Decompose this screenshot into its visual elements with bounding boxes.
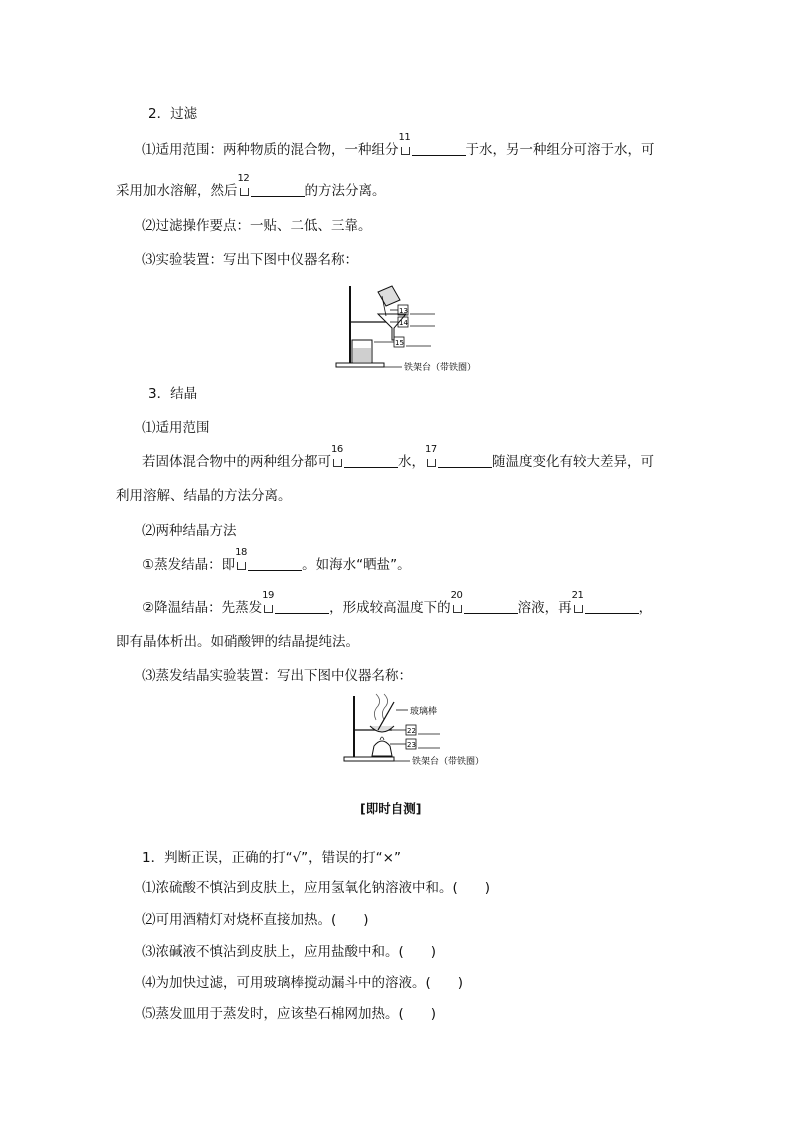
fig-caption-iron-stand: 铁架台（带铁圈） (404, 363, 477, 373)
answer-blank-18[interactable] (248, 556, 302, 571)
fig-marker-22: 22 (407, 727, 416, 735)
filtration-apparatus-figure (330, 280, 500, 375)
sec3-cooling-crystallization-line1: ②降温结晶：先蒸发 19 ，形成较高温度下的 20 溶液，再 21 ， (142, 590, 653, 616)
answer-blank-19[interactable] (275, 599, 329, 614)
quiz-question-1: 1．判断正误，正确的打“√”，错误的打“×” (142, 850, 401, 866)
blank-marker-17: 17 (425, 454, 437, 468)
blank-marker-21: 21 (572, 600, 584, 614)
fig-marker-13: 13 (399, 307, 408, 315)
sec3-para2: ⑵两种结晶方法 (142, 523, 237, 539)
sec2-para2: ⑵过滤操作要点：一贴、二低、三靠。 (142, 218, 372, 234)
answer-blank-20[interactable] (464, 599, 518, 614)
blank-marker-16: 16 (331, 454, 343, 468)
section-3-title: 3．结晶 (148, 386, 198, 402)
blank-marker-20: 20 (451, 600, 463, 614)
sec3-cooling-crystallization-line2: 即有晶体析出。如硝酸钾的结晶提纯法。 (116, 634, 359, 650)
blank-marker-11: 11 (399, 142, 411, 156)
quiz-item-3: ⑶浓碱液不慎沾到皮肤上，应用盐酸中和。( ) (142, 944, 437, 960)
fig-label-glass-rod: 玻璃棒 (410, 707, 438, 717)
quiz-section-title: [即时自测] (360, 801, 422, 816)
fig-marker-14: 14 (399, 319, 408, 327)
sec3-para1: ⑴适用范围 (142, 420, 210, 436)
quiz-item-4: ⑷为加快过滤，可用玻璃棒搅动漏斗中的溶液。( ) (142, 975, 464, 991)
answer-blank-17[interactable] (438, 453, 492, 468)
fig-marker-15: 15 (395, 339, 404, 347)
answer-blank-12[interactable] (251, 182, 305, 197)
answer-blank-11[interactable] (412, 141, 466, 156)
evaporation-apparatus-figure (340, 690, 500, 770)
sec2-para3: ⑶实验装置：写出下图中仪器名称： (142, 252, 358, 268)
quiz-item-1: ⑴浓硫酸不慎沾到皮肤上，应用氢氧化钠溶液中和。( ) (142, 880, 491, 896)
quiz-item-5: ⑸蒸发皿用于蒸发时，应该垫石棉网加热。( ) (142, 1006, 437, 1022)
quiz-item-2: ⑵可用酒精灯对烧杯直接加热。( ) (142, 912, 369, 928)
section-2-title: 2．过滤 (148, 106, 198, 122)
blank-marker-12: 12 (238, 183, 250, 197)
sec2-para1-line2: 采用加水溶解，然后 12 的方法分离。 (116, 173, 386, 199)
answer-blank-16[interactable] (344, 453, 398, 468)
sec3-para4: ⑶蒸发结晶实验装置：写出下图中仪器名称： (142, 668, 412, 684)
answer-blank-21[interactable] (585, 599, 639, 614)
sec2-para1-line1: ⑴适用范围：两种物质的混合物，一种组分 11 于水，另一种组分可溶于水，可 (142, 132, 655, 158)
fig-marker-23: 23 (407, 741, 416, 749)
blank-marker-18: 18 (235, 557, 247, 571)
fig-caption-iron-stand-2: 铁架台（带铁圈） (412, 757, 485, 767)
sec3-para1-line1: 若固体混合物中的两种组分都可 16 水， 17 随温度变化有较大差异，可 (142, 444, 654, 470)
sec3-para1-line2: 利用溶解、结晶的方法分离。 (116, 488, 292, 504)
blank-marker-19: 19 (262, 600, 274, 614)
sec3-evaporation-crystallization: ①蒸发结晶：即 18 。如海水“晒盐”。 (142, 547, 411, 573)
